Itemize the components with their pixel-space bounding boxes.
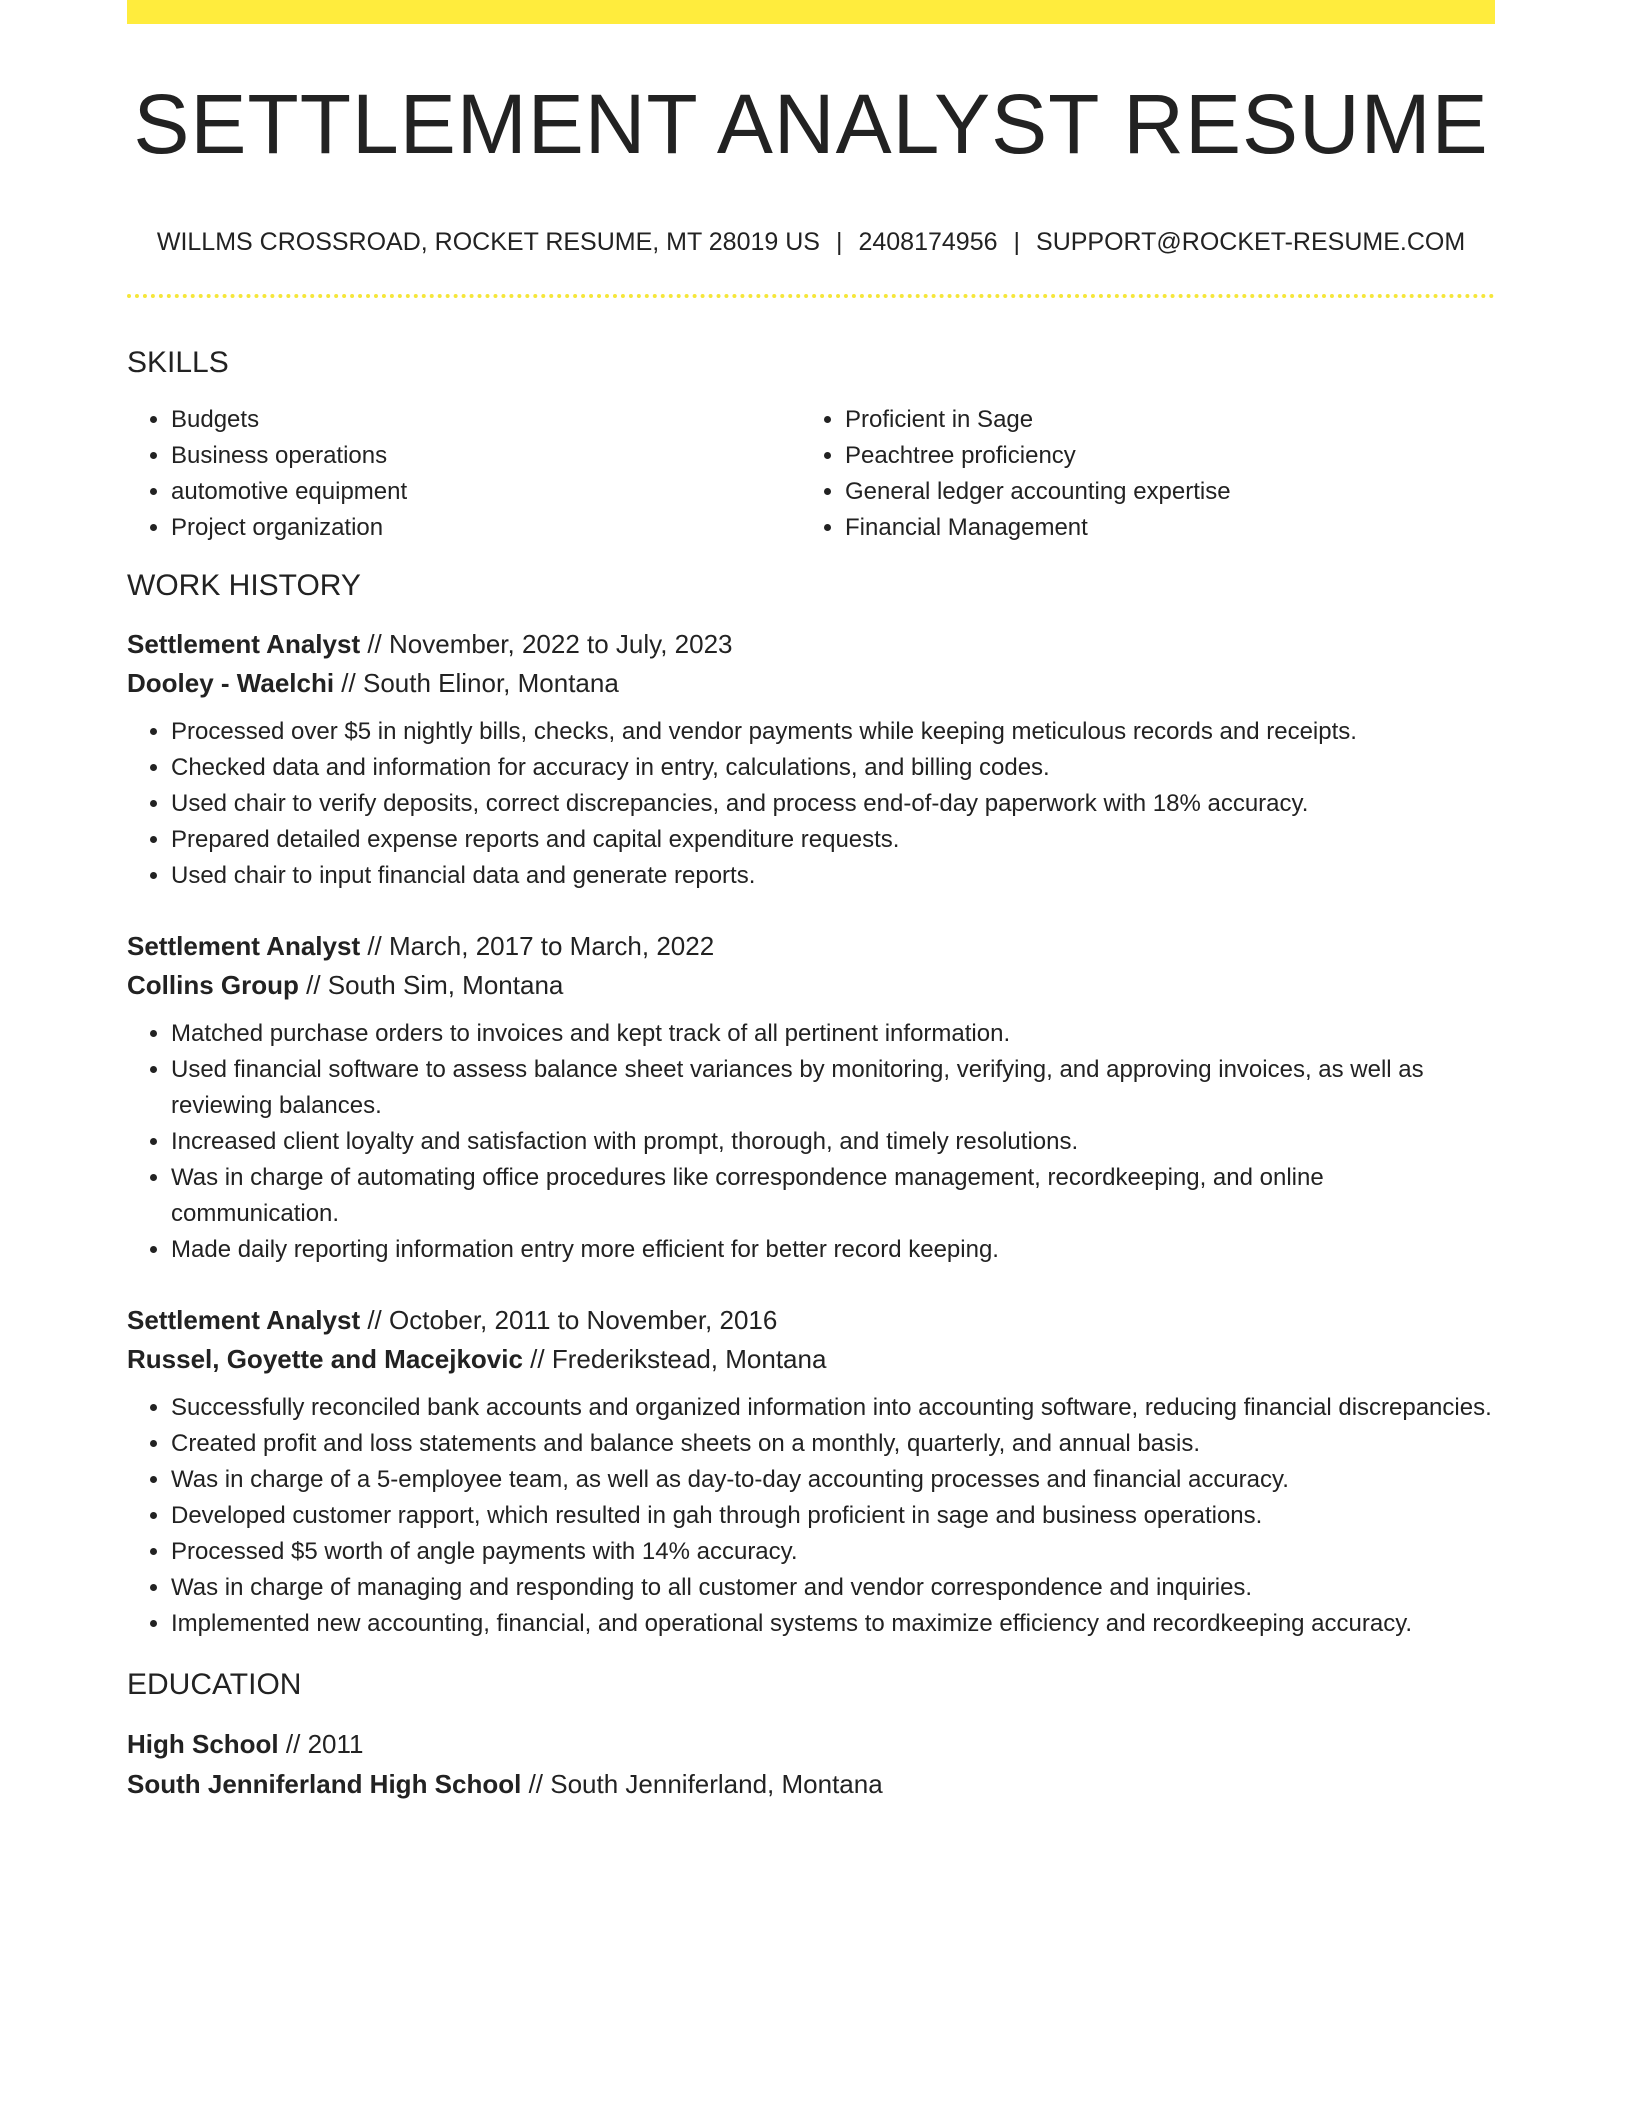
job-bullet: • Matched purchase orders to invoices and kept track of all pertinent information. [171, 1016, 1495, 1052]
job-bullet: • Used chair to verify deposits, correct discrepancies, and process end-of-day paperwork with 18% accuracy. [171, 786, 1495, 822]
job-role: Settlement Analyst [127, 629, 361, 659]
job-entry [127, 927, 1495, 1268]
skills-list [127, 402, 1495, 546]
job-bullet: • Was in charge of a 5-employee team, as well as day-to-day accounting processes and financial accuracy. [171, 1462, 1495, 1498]
job-entry [127, 1301, 1495, 1642]
skill-item: • Business operations [171, 438, 801, 474]
job-company: Dooley - Waelchi [127, 668, 335, 698]
top-accent-bar [127, 0, 1495, 24]
job-company: Collins Group [127, 970, 299, 1000]
education-school: South Jenniferland High School [127, 1769, 522, 1799]
job-role: Settlement Analyst [127, 931, 361, 961]
contact-email: SUPPORT@ROCKET-RESUME.COM [1036, 228, 1466, 256]
job-bullet: • Was in charge of managing and responding to all customer and vendor correspondence and inquiries. [171, 1570, 1495, 1606]
job-entry [127, 625, 1495, 894]
job-bullets [127, 714, 1495, 894]
job-dates: // March, 2017 to March, 2022 [360, 931, 715, 961]
job-bullet: • Used financial software to assess balance sheet variances by monitoring, verifying, and approving invoices, as well as reviewing balances. [171, 1052, 1495, 1124]
job-bullet: • Prepared detailed expense reports and capital expenditure requests. [171, 822, 1495, 858]
job-company-line [127, 1340, 1495, 1379]
job-role: Settlement Analyst [127, 1305, 361, 1335]
job-role-line [127, 625, 1495, 664]
job-dates: // October, 2011 to November, 2016 [360, 1305, 778, 1335]
skill-item: • Financial Management [845, 510, 1445, 546]
job-role-line [127, 1301, 1495, 1340]
contact-address: WILLMS CROSSROAD, ROCKET RESUME, MT 28019 US [156, 228, 820, 256]
education-degree-line [127, 1724, 1495, 1764]
job-bullet: • Successfully reconciled bank accounts and organized information into accounting software, reducing financial discrepancies. [171, 1390, 1495, 1426]
skill-item: • General ledger accounting expertise [845, 474, 1445, 510]
dotted-divider [127, 294, 1495, 298]
job-location: // South Elinor, Montana [334, 668, 619, 698]
skill-item: • Project organization [171, 510, 801, 546]
job-bullet: • Developed customer rapport, which resulted in gah through proficient in sage and business operations. [171, 1498, 1495, 1534]
skills-heading: SKILLS [127, 346, 229, 379]
skill-item: • automotive equipment [171, 474, 801, 510]
job-bullet: • Was in charge of automating office procedures like correspondence management, recordkeeping, and online communication. [171, 1160, 1495, 1232]
page-title: SETTLEMENT ANALYST RESUME [133, 77, 1489, 171]
education-degree: High School [127, 1729, 279, 1759]
contact-line [127, 230, 1495, 255]
job-bullet: • Used chair to input financial data and generate reports. [171, 858, 1495, 894]
job-role-line [127, 927, 1495, 966]
contact-phone: 2408174956 [858, 228, 998, 256]
skills-column-right [801, 402, 1445, 546]
education-school-line [127, 1764, 1495, 1804]
education-location: // South Jenniferland, Montana [521, 1769, 883, 1799]
job-bullets [127, 1016, 1495, 1268]
contact-separator: | [835, 228, 843, 256]
work-history-heading: WORK HISTORY [127, 569, 361, 602]
job-bullet: • Processed over $5 in nightly bills, checks, and vendor payments while keeping meticulous records and receipts. [171, 714, 1495, 750]
job-dates: // November, 2022 to July, 2023 [360, 629, 733, 659]
job-bullet: • Created profit and loss statements and balance sheets on a monthly, quarterly, and annual basis. [171, 1426, 1495, 1462]
job-bullets [127, 1390, 1495, 1642]
resume-page [127, 0, 1495, 1804]
skill-item: • Peachtree proficiency [845, 438, 1445, 474]
job-bullet: • Processed $5 worth of angle payments with 14% accuracy. [171, 1534, 1495, 1570]
education-entry [127, 1724, 1495, 1804]
skill-item: • Budgets [171, 402, 801, 438]
job-bullet: • Increased client loyalty and satisfaction with prompt, thorough, and timely resolutions. [171, 1124, 1495, 1160]
education-heading: EDUCATION [127, 1668, 302, 1701]
job-location: // Frederikstead, Montana [522, 1344, 827, 1374]
education-year: // 2011 [278, 1729, 364, 1759]
job-company-line [127, 664, 1495, 703]
job-company: Russel, Goyette and Macejkovic [127, 1344, 523, 1374]
contact-separator: | [1013, 228, 1021, 256]
skills-column-left [127, 402, 801, 546]
skill-item: • Proficient in Sage [845, 402, 1445, 438]
job-bullet: • Implemented new accounting, financial, and operational systems to maximize efficiency and recordkeeping accuracy. [171, 1606, 1495, 1642]
job-company-line [127, 966, 1495, 1005]
job-bullet: • Checked data and information for accuracy in entry, calculations, and billing codes. [171, 750, 1495, 786]
job-location: // South Sim, Montana [298, 970, 564, 1000]
job-bullet: • Made daily reporting information entry more efficient for better record keeping. [171, 1232, 1495, 1268]
